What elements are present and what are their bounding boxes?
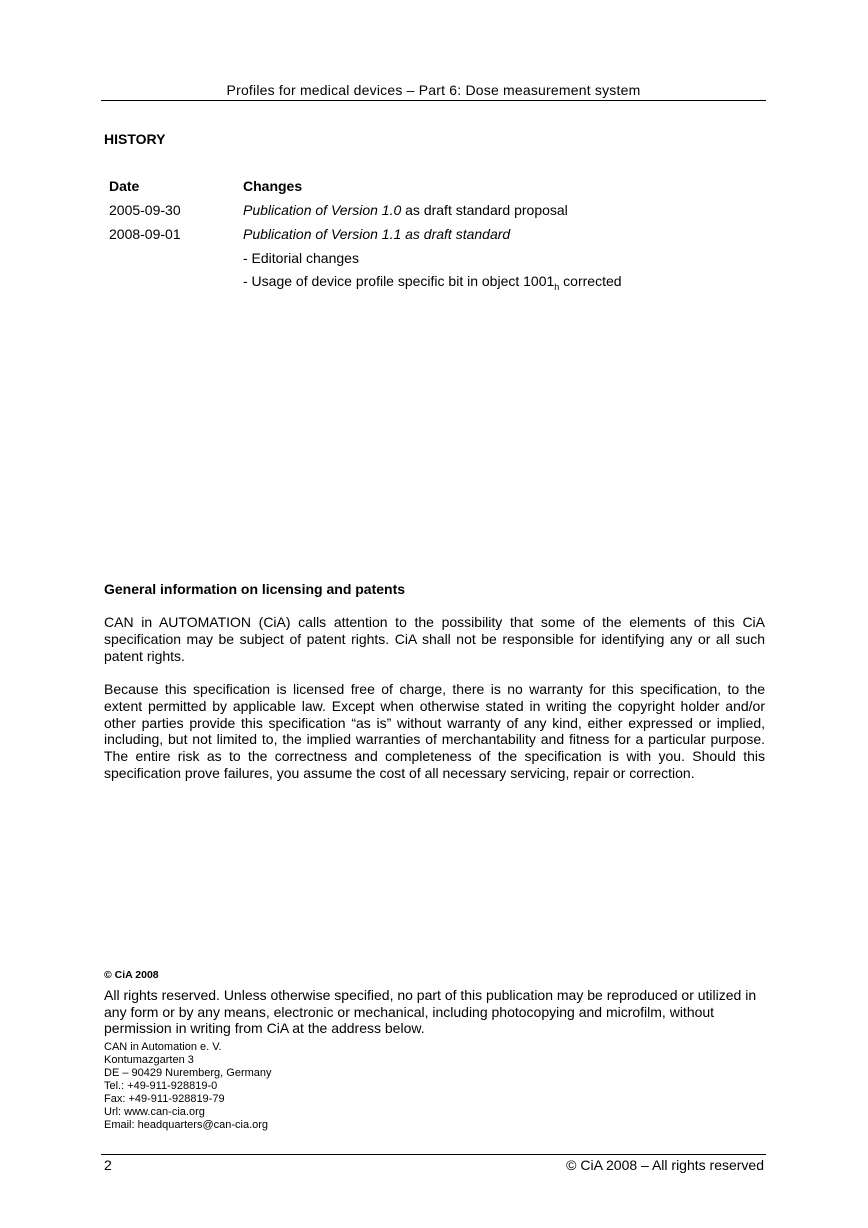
address-line: CAN in Automation e. V. <box>104 1041 222 1053</box>
address-line: Kontumazgarten 3 <box>104 1054 194 1066</box>
address-line: Email: headquarters@can-cia.org <box>104 1119 269 1131</box>
history-change <box>243 222 622 246</box>
rights-statement: All rights reserved. Unless otherwise specified, no part of this publication may be reproduced or utilized in any form or by any means, electronic or mechanical, including photocopying and microfilm, without permission in writing from CiA at the address below. <box>104 987 757 1037</box>
address-block <box>104 1041 272 1132</box>
hex-subscript: h <box>554 281 560 292</box>
history-sub-change-text: - Usage of device profile specific bit in object 1001 <box>243 272 555 289</box>
licensing-section-title: General information on licensing and patents <box>104 581 406 597</box>
table-row <box>109 246 622 270</box>
page-header-title: Profiles for medical devices – Part 6: Dose measurement system <box>226 82 641 98</box>
history-date: 2005-09-30 <box>109 202 181 218</box>
history-sub-change-tail: corrected <box>559 272 622 289</box>
page-number: 2 <box>104 1157 112 1173</box>
licensing-paragraph: CAN in AUTOMATION (CiA) calls attention to the possibility that some of the elements of this CiA specification may be subject of patent rights. CiA shall not be responsible for identifying any or all such patent rights. <box>104 614 765 664</box>
address-line: Tel.: +49-911-928819-0 <box>104 1080 218 1092</box>
column-header-changes: Changes <box>243 178 303 194</box>
warranty-paragraph: Because this specification is licensed free of charge, there is no warranty for this specification, to the extent permitted by applicable law. Except when otherwise stated in writing the copyright holder and/or other parties provide this specification “as is” without warranty of any kind, either expressed or implied, including, but not limited to, the implied warranties of merchantability and fitness for a particular purpose. The entire risk as to the correctness and completeness of the specification is with you. Should this specification prove failures, you assume the cost of all necessary servicing, repair or correction. <box>104 681 765 781</box>
history-change-italic: Publication of Version 1.0 <box>243 202 402 218</box>
table-row <box>109 222 622 246</box>
footer-copyright: © CiA 2008 – All rights reserved <box>566 1157 764 1173</box>
header-rule <box>101 100 766 101</box>
history-heading: HISTORY <box>104 131 166 147</box>
address-line: Url: www.can-cia.org <box>104 1106 205 1118</box>
footer-rule <box>101 1154 766 1155</box>
table-row <box>109 198 622 222</box>
copyright-title: © CiA 2008 <box>104 969 159 981</box>
column-header-date: Date <box>109 178 140 194</box>
table-row <box>109 270 622 294</box>
history-sub-change <box>243 270 622 294</box>
history-date: 2008-09-01 <box>109 226 181 242</box>
history-sub-change: - Editorial changes <box>243 250 359 266</box>
address-line: DE – 90429 Nuremberg, Germany <box>104 1067 272 1079</box>
history-change-rest: as draft standard proposal <box>401 202 568 218</box>
address-line: Fax: +49-911-928819-79 <box>104 1093 225 1105</box>
history-table <box>109 174 622 294</box>
history-change-italic: Publication of Version 1.1 as draft standard <box>243 226 511 242</box>
history-table-header-row <box>109 174 622 198</box>
history-change <box>243 198 622 222</box>
